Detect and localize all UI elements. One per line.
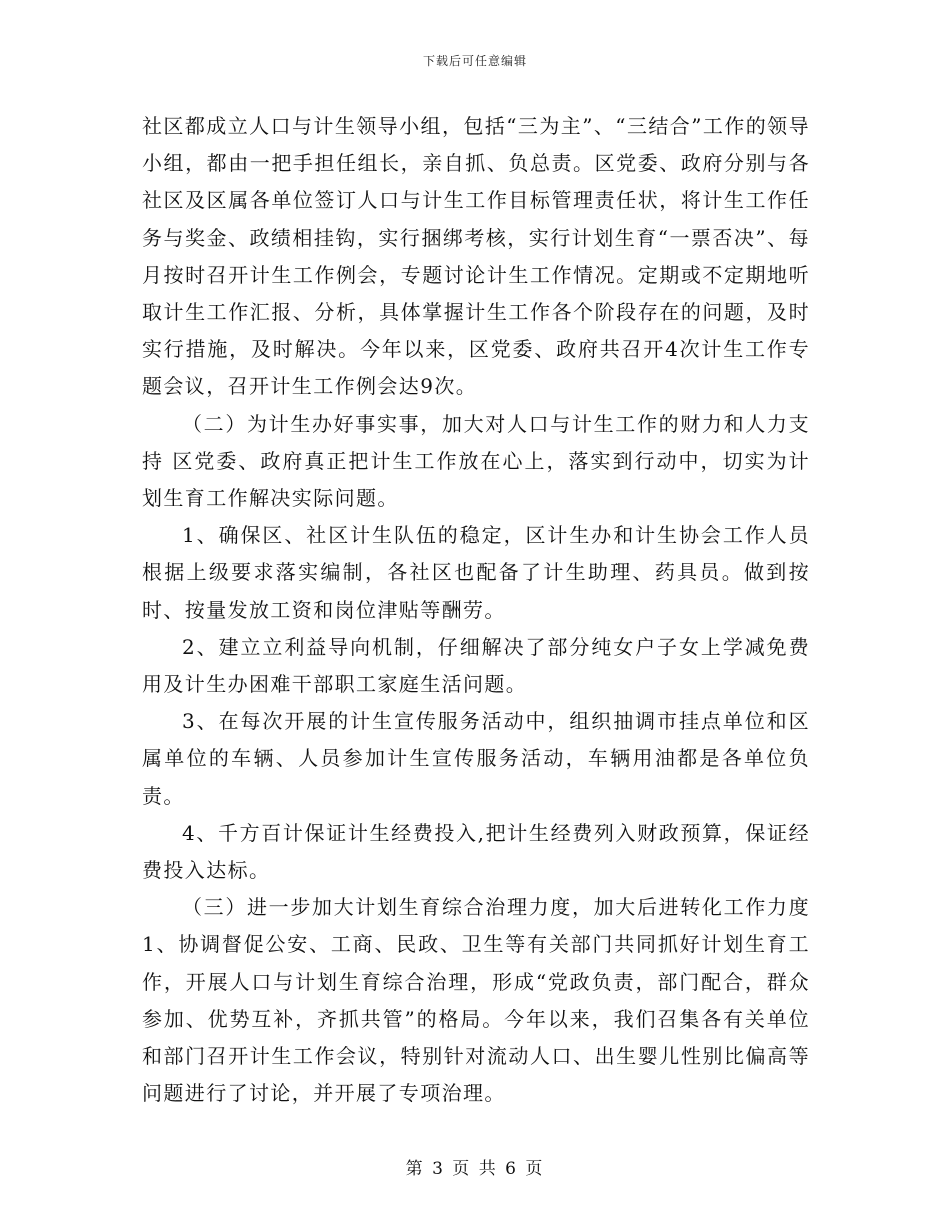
document-body (142, 108, 810, 1112)
paragraph-item-1: 1、确保区、社区计生队伍的稳定，区计生办和计生协会工作人员根据上级要求落实编制，各社区也配备了计生助理、药具员。做到按时、按量发放工资和岗位津贴等酬劳。 (142, 523, 810, 622)
page-number: 第 3 页 共 6 页 (405, 1159, 545, 1179)
paragraph-continuation: 社区都成立人口与计生领导小组，包括“三为主”、“三结合”工作的领导小组，都由一把手担任组长，亲自抓、负总责。区党委、政府分别与各社区及区属各单位签订人口与计生工作目标管理责任状，将计生工作任务与奖金、政绩相挂钩，实行捆绑考核，实行计划生育“一票否决”、每月按时召开计生工作例会，专题讨论计生工作情况。定期或不定期地听取计生工作汇报、分析，具体掌握计生工作各个阶段存在的问题，及时实行措施，及时解决。今年以来，区党委、政府共召开4次计生工作专题会议，召开计生工作例会达9次。 (142, 114, 810, 399)
paragraph-item-3: 3、在每次开展的计生宣传服务活动中，组织抽调市挂点单位和区属单位的车辆、人员参加计生宣传服务活动，车辆用油都是各单位负责。 (142, 709, 810, 808)
paragraph-item-4: 4、千方百计保证计生经费投入,把计生经费列入财政预算，保证经费投入达标。 (142, 820, 810, 883)
paragraph-section-three: （三）进一步加大计划生育综合治理力度，加大后进转化工作力度 1、协调督促公安、工商、民政、卫生等有关部门共同抓好计划生育工作，开展人口与计划生育综合治理，形成“党政负责，部门配合，群众参加、优势互补，齐抓共管”的格局。今年以来，我们召集各有关单位和部门召开计生工作会议，特别针对流动人口、出生婴儿性别比偏高等问题进行了讨论，并开展了专项治理。 (142, 895, 810, 1106)
paragraph-item-2: 2、建立立利益导向机制，仔细解决了部分纯女户子女上学减免费用及计生办困难干部职工家庭生活问题。 (142, 634, 810, 697)
page-header-note: 下载后可任意编辑 (422, 54, 527, 68)
paragraph-section-two: （二）为计生办好事实事，加大对人口与计生工作的财力和人力支持 区党委、政府真正把计生工作放在心上，落实到行动中，切实为计划生育工作解决实际问题。 (142, 411, 810, 511)
